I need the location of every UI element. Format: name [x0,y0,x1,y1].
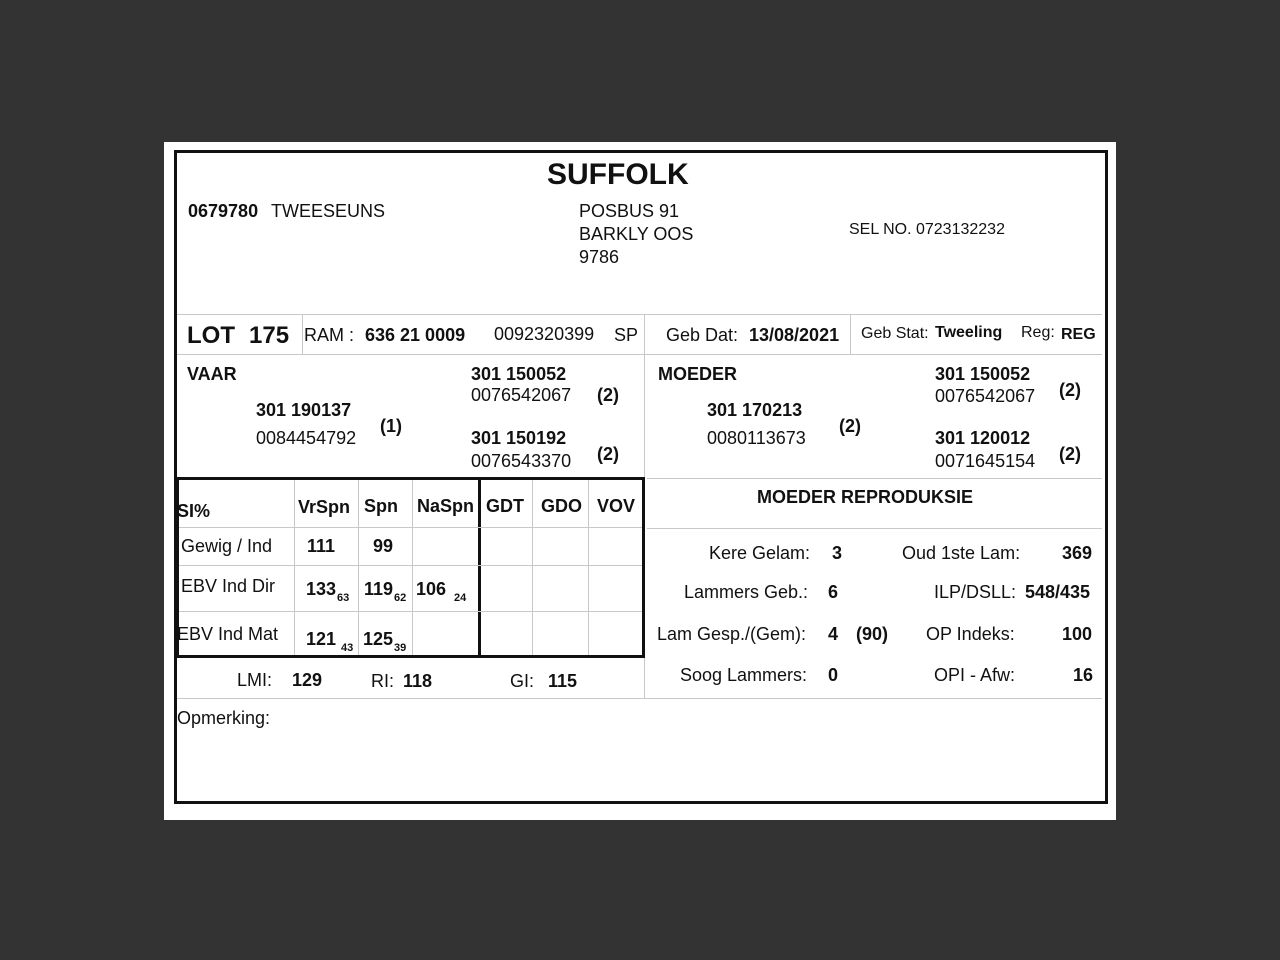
si-cell-sub: 62 [394,592,407,604]
vaar-dam-count: (2) [597,444,619,464]
si-row-line [179,565,642,566]
si-cell-sub: 24 [454,592,467,604]
vaar-dam-id: 301 150192 [471,428,567,448]
sel-no: SEL NO. 0723132232 [849,221,1005,238]
si-table-divider [478,477,481,658]
si-cell-vrspn: 111 [307,536,336,556]
address-line: BARKLY OOS [579,224,694,244]
moeder-label: MOEDER [658,364,738,384]
moeder-id: 301 170213 [707,400,803,420]
lmi-label: LMI: [237,670,273,690]
si-cell-vrspn: $133_{63}$ [306,579,350,604]
lot-number: 175 [249,322,290,349]
moeder-sire-count: (2) [1059,380,1081,400]
geb-dat-label: Geb Dat: [666,325,739,345]
moeder-reg: 0080113673 [707,428,806,448]
si-col-line [294,480,295,655]
kere-gelam-value: 3 [832,543,843,563]
ilp-dsll-value: 548/435 [1025,582,1091,602]
lmi-value: 129 [292,670,323,690]
moeder-dam-reg: 0071645154 [935,451,1036,471]
moeder-sire-reg: 0076542067 [935,386,1036,406]
opmerking-label: Opmerking: [177,708,271,728]
si-table-bottom [176,655,645,658]
si-cell-sub: 63 [337,592,350,604]
ram-label: RAM : [304,325,355,345]
si-cell-spn: $119_{62}$ [364,579,407,604]
vaar-reg: 0084454792 [256,428,357,448]
si-row-line [179,527,642,528]
soog-lammers-label: Soog Lammers: [680,665,808,685]
breeder-name: TWEESEUNS [271,201,386,221]
ram-sp: SP [614,325,639,345]
vaar-label: VAAR [187,364,237,384]
address-line: 9786 [579,247,620,267]
vaar-sire-count: (2) [597,385,619,405]
vaar-sire-reg: 0076542067 [471,385,572,405]
si-table-top [176,477,645,480]
divider-repro-title [647,528,1102,529]
si-cell-sub: 43 [341,642,354,654]
si-cell-vrspn: 121 $_{43}$ [306,629,354,654]
si-col-line [358,480,359,655]
si-cell-spn: $125_{39}$ [363,629,407,654]
vaar-dam-reg: 0076543370 [471,451,572,471]
moeder-count: (2) [839,416,861,436]
divider-gebdat [850,314,851,354]
gi-value: 115 [548,671,578,691]
address-line: POSBUS 91 [579,201,680,221]
si-row-label: Gewig / Ind [181,536,273,556]
op-indeks-value: 100 [1062,624,1093,644]
si-header: VrSpn [298,497,351,517]
si-row-label: EBV Ind Mat [177,624,279,644]
opi-afw-value: 16 [1073,665,1094,685]
vaar-id: 301 190137 [256,400,352,420]
si-row-line [179,611,642,612]
divider-lot [302,314,303,354]
ram-reg-number: 0092320399 [494,324,595,344]
si-header: VOV [597,496,636,516]
ram-number: 636 21 0009 [365,325,466,345]
si-header: Spn [364,496,398,516]
breeder-id: 0679780 [188,201,259,221]
gi-label: GI: [510,671,535,691]
oud-1ste-lam-label: Oud 1ste Lam: [902,543,1021,563]
vaar-count: (1) [380,416,402,436]
opi-afw-label: OPI - Afw: [934,665,1016,685]
reg-value: REG [1061,326,1096,343]
lammers-geb-value: 6 [828,582,839,602]
divider-header [177,314,1102,315]
si-row-label: EBV Ind Dir [181,576,276,596]
ri-value: 118 [403,671,433,691]
oud-1ste-lam-value: 369 [1062,543,1093,563]
reproduksie-title: MOEDER REPRODUKSIE [757,487,974,507]
lam-gesp-gem-value: (90) [856,624,889,644]
si-cell-spn: 99 [373,536,394,556]
divider-remarks [177,698,1102,699]
kere-gelam-label: Kere Gelam: [709,543,811,563]
lammers-geb-label: Lammers Geb.: [684,582,809,602]
lot-label: LOT [187,322,235,349]
si-header: GDT [486,496,524,516]
divider-pedigree-right [647,478,1102,479]
op-indeks-label: OP Indeks: [926,624,1015,644]
si-cell-naspn: 106 $_{24}$ [416,579,467,604]
vaar-sire-id: 301 150052 [471,364,567,384]
si-cell-sub: 39 [394,642,407,654]
soog-lammers-value: 0 [828,665,839,685]
moeder-sire-id: 301 150052 [935,364,1031,384]
ri-label: RI: [371,671,395,691]
si-table-right [642,477,645,658]
moeder-dam-count: (2) [1059,444,1081,464]
lam-gesp-value: 4 [828,624,839,644]
divider-lot-row [177,354,1102,355]
si-header: NaSpn [417,496,475,516]
geb-stat-label: Geb Stat: [861,325,929,342]
si-col-line [412,480,413,655]
moeder-dam-id: 301 120012 [935,428,1031,448]
geb-stat-value: Tweeling [935,324,1003,341]
breed-title: SUFFOLK [547,158,689,191]
reg-label: Reg: [1021,324,1055,341]
si-col-line [532,480,533,655]
si-header: GDO [541,496,583,516]
geb-dat-value: 13/08/2021 [749,325,840,345]
si-header: SI% [177,501,211,521]
si-col-line [588,480,589,655]
lam-gesp-label: Lam Gesp./(Gem): [657,624,807,644]
ilp-dsll-label: ILP/DSLL: [934,582,1017,602]
